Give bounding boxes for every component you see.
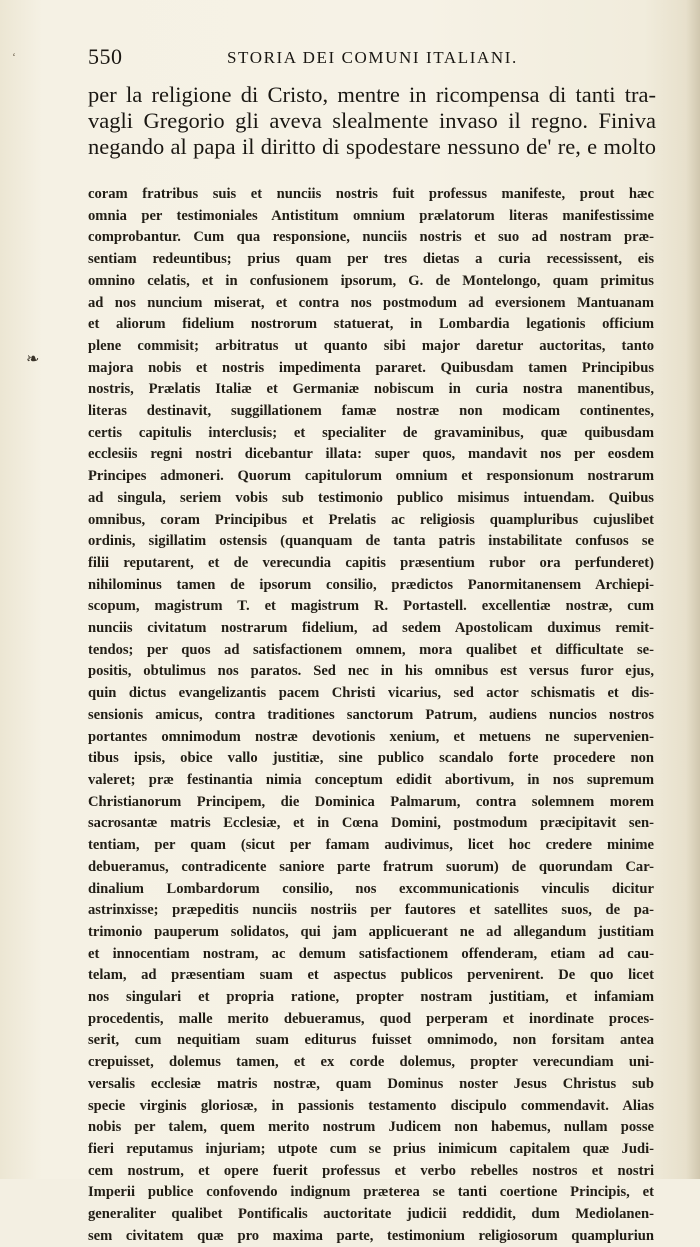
page-edge-shadow bbox=[686, 0, 700, 1179]
quote-line: omnibus, coram Principibus et Prelatis ac religiosis quampluribus cujuslibet bbox=[88, 511, 654, 528]
quote-line: generaliter qualibet Pontificalis auctoritate judicii reddidit, dum Mediolanen- bbox=[88, 1206, 654, 1223]
running-head: STORIA DEI COMUNI ITALIANI. bbox=[227, 48, 518, 67]
quote-line: plene commisit; arbitratus ut quanto sibi major daretur auctoritas, tanto bbox=[88, 337, 654, 354]
margin-mark: ❧ bbox=[26, 351, 40, 368]
quote-line: Christianorum Principem, die Dominica Palmarum, contra solemnem morem bbox=[88, 793, 654, 810]
main-paragraph bbox=[88, 82, 656, 160]
quote-line: astrinxisse; præpeditis nunciis nostriis per fautores et satellites suos, de pa- bbox=[88, 902, 654, 919]
quote-line: literas destinavit, suggillationem famæ nostræ non modicam continentes, bbox=[88, 403, 654, 420]
quote-line: trimonio pauperum solidatos, qui jam applicuerant ne ad allegandum justitiam bbox=[88, 923, 654, 940]
quote-line: Principes admoneri. Quorum capitulorum omnium et responsionum nostrarum bbox=[88, 468, 654, 485]
quote-line: sentiam redeuntibus; prius quam per tres dietas a curia recessissent, eis bbox=[88, 251, 654, 268]
quote-line: serit, cum nequitiam suam editurus fuisset omnimodo, non forsitam antea bbox=[88, 1032, 654, 1049]
quote-line: nunciis civitatum nostrarum fidelium, ad sedem Apostolicam duximus remit- bbox=[88, 620, 654, 637]
quote-line: Imperii publice confovendo indignum præterea se tanti coertione Principis, et bbox=[88, 1184, 654, 1201]
quote-line: omnia per testimoniales Antistitum omnium prælatorum literas manifestissime bbox=[88, 207, 654, 224]
quote-line: fieri reputamus injuriam; utpote cum se prius inimicum capitalem quæ Judi- bbox=[88, 1140, 654, 1157]
quote-line: nihilominus tamen de ipsorum consilio, prædictos Panormitanensem Archiepi- bbox=[88, 576, 654, 593]
quote-line: sacrosantæ matris Ecclesiæ, et in Cœna Domini, postmodum præcipitavit sen- bbox=[88, 815, 654, 832]
quote-line: quin dictus evangelizantis pacem Christi vicarius, sed actor schismatis et dis- bbox=[88, 685, 654, 702]
main-text-line: vagli Gregorio gli aveva slealmente invaso il regno. Finiva bbox=[88, 108, 656, 133]
quote-line: tendos; per quos ad satisfactionem omnem, mora qualibet et difficultate se- bbox=[88, 641, 654, 658]
quote-line: omnino celatis, et in confusionem ipsorum, G. de Montelongo, quam primitus bbox=[88, 272, 654, 289]
quote-line: filii reputarent, et de verecundia capitis præsentium rubor ora perfunderet) bbox=[88, 554, 654, 571]
quote-line: sem civitatem quæ pro maxima parte, testimonium religiosorum quampluriun bbox=[88, 1227, 654, 1244]
quote-line: et aliorum fidelium nostrorum statuerat, in Lombardia legationis officium bbox=[88, 316, 654, 333]
quote-line: tibus ipsis, obice vallo justitiæ, sine publico scandalo forte procedere non bbox=[88, 750, 654, 767]
quote-line: versalis ecclesiæ matris nostræ, quam Dominus noster Jesus Christus sub bbox=[88, 1075, 654, 1092]
quote-line: nos singulari et propria ratione, propter nostram justitiam, et infamiam bbox=[88, 989, 654, 1006]
main-text-line: negando al papa il diritto di spodestare nessuno de' re, e molto bbox=[88, 134, 656, 159]
quote-line: cem nostrum, et opere fuerit professus et verbo rebelles nostros et nostri bbox=[88, 1162, 654, 1179]
main-text-line: per la religione di Cristo, mentre in ricompensa di tanti tra- bbox=[88, 82, 656, 107]
quote-line: procedentis, malle merito debueramus, quod perperam et inordinate proces- bbox=[88, 1010, 654, 1027]
latin-quotation bbox=[88, 184, 654, 1247]
quote-line: majora nobis et nostris impedimenta pararet. Quibusdam tamen Principibus bbox=[88, 359, 654, 376]
quote-line: coram fratribus suis et nunciis nostris fuit professus manifeste, prout hæc bbox=[88, 186, 654, 202]
quote-line: debueramus, contradicente saniore parte fratrum suorum) de quorundam Car- bbox=[88, 858, 654, 875]
quote-line: portantes omnimodum nostræ devotionis xenium, et metuens ne supervenien- bbox=[88, 728, 654, 745]
quote-line: ad singula, seriem vobis sub testimonio publico misimus intuendam. Quibus bbox=[88, 489, 654, 506]
quote-line: et innocentiam nostram, ac demum satisfactionem offenderam, etiam ad cau- bbox=[88, 945, 654, 962]
quote-line: nostris, Prælatis Italiæ et Germaniæ nobiscum in curia nostra manentibus, bbox=[88, 381, 654, 398]
quote-line: telam, ad præsentiam suam et aspectus publicos pervenirent. De quo licet bbox=[88, 967, 654, 984]
quote-line: comprobantur. Cum qua responsione, nunciis nostris et suo ad nostram præ- bbox=[88, 229, 654, 246]
quote-line: positis, obtulimus nos paratos. Sed nec in his omnibus est versus furor ejus, bbox=[88, 663, 654, 680]
quote-line: specie virginis gloriosæ, in passionis testamento discipulo commendavit. Alias bbox=[88, 1097, 654, 1114]
quote-line: scopum, magistrum T. et magistrum R. Portastell. excellentiæ nostræ, cum bbox=[88, 598, 654, 615]
quote-line: crepuisset, dolemus tamen, et ex corde dolemus, propter verecundiam uni- bbox=[88, 1054, 654, 1071]
quote-line: tentiam, per quam (sicut per famam audivimus, licet hoc credere minime bbox=[88, 837, 654, 854]
quote-line: ecclesiis regni nostri dicebantur illata: super quos, mandavit nos per eosdem bbox=[88, 446, 654, 463]
quote-line: sensionis amicus, contra traditiones sanctorum Patrum, audiens nuncios nostros bbox=[88, 706, 654, 723]
corner-mark: ʻ bbox=[12, 50, 16, 64]
quote-line: ad nos nuncium miserat, et contra nos postmodum ad eversionem Mantuanam bbox=[88, 294, 654, 311]
quote-line: certis capitulis interclusis; et specialiter de gravaminibus, quæ quibusdam bbox=[88, 424, 654, 441]
quote-line: ordinis, sigillatim ostensis (quanquam de tanta patris instabilitate confusos se bbox=[88, 533, 654, 550]
quote-line: valeret; præ festinantia nimia conceptum edidit abortivum, in nos supremum bbox=[88, 771, 654, 788]
page-number: 550 bbox=[88, 44, 123, 69]
quote-line: nobis per talem, quem merito nostrum Judicem non habemus, nullam posse bbox=[88, 1119, 654, 1136]
page-header bbox=[88, 44, 656, 74]
quote-line: dinalium Lombardorum consilio, nos excommunicationis vinculis dicitur bbox=[88, 880, 654, 897]
